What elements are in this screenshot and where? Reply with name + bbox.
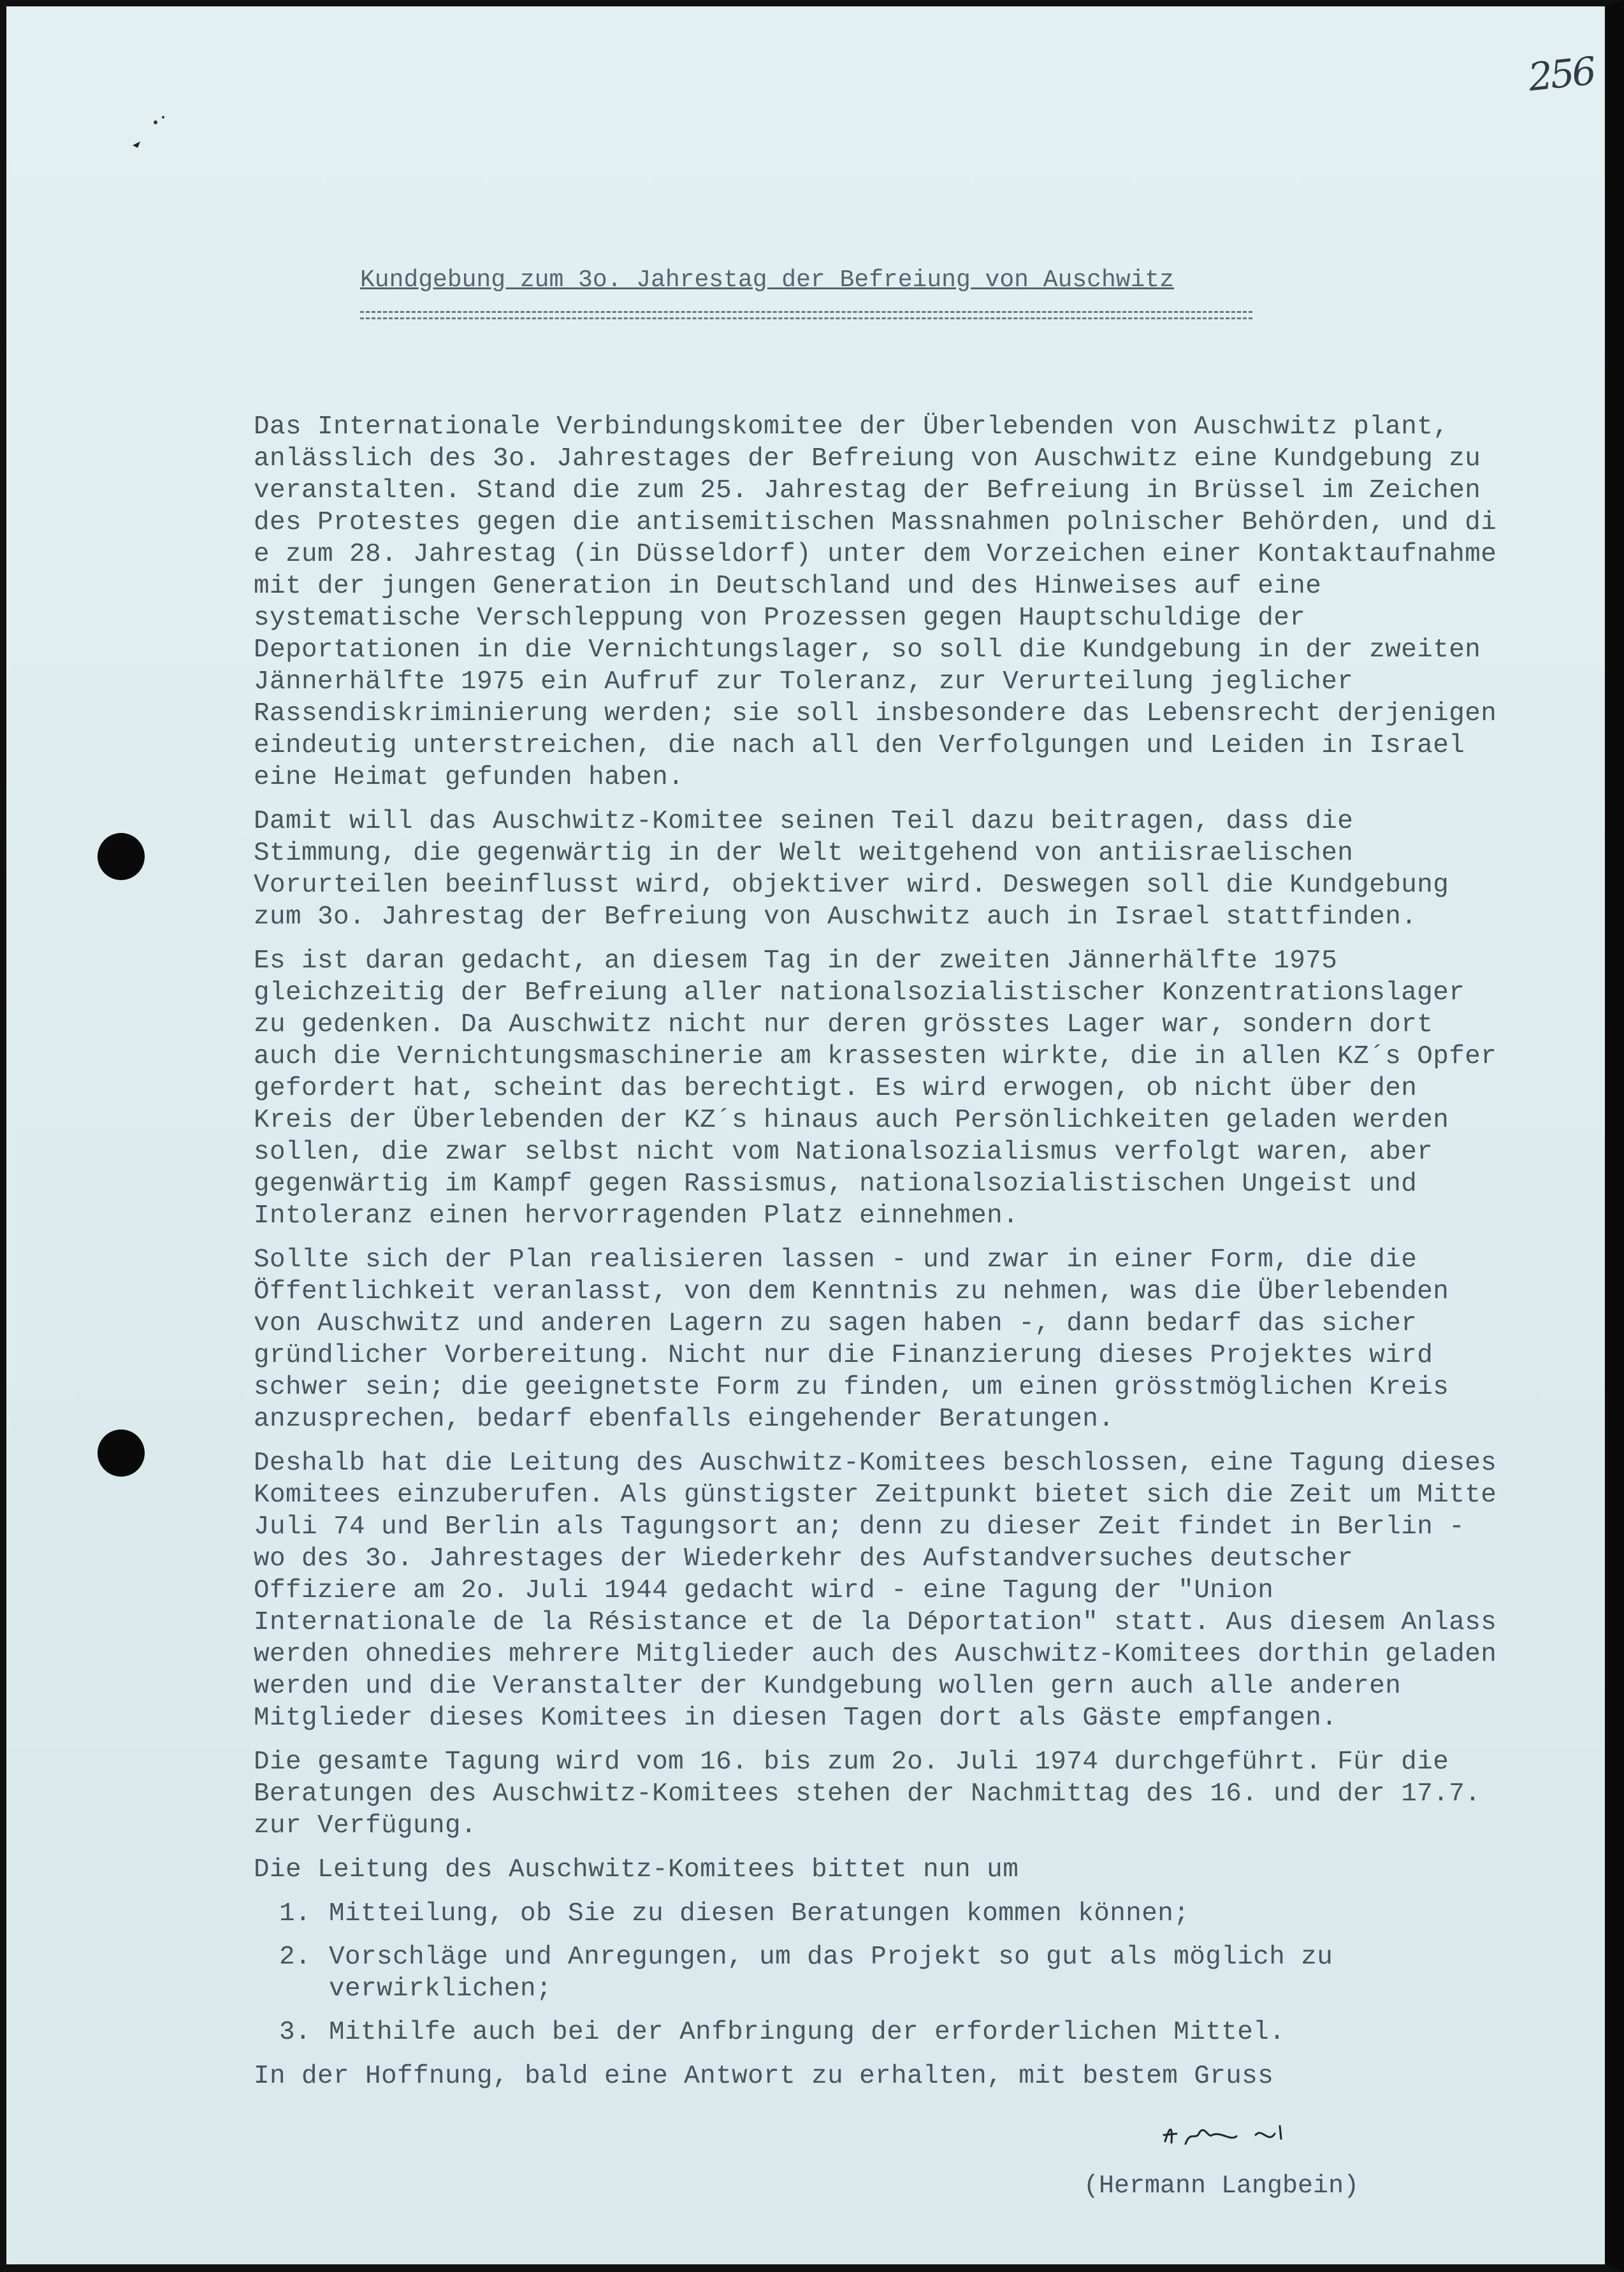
list-item [279, 1898, 1503, 1930]
list-item [279, 2016, 1503, 2048]
request-list [254, 1898, 1503, 2048]
closing-line: In der Hoffnung, bald eine Antwort zu erhalten, mit bestem Gruss [254, 2062, 1274, 2091]
handwritten-signature [1160, 2116, 1294, 2154]
paragraph-1: Das Internationale Verbindungskomitee der Überlebenden von Auschwitz plant, anlässlich des 3o. Jahrestages der Befreiung von Auschwitz eine Kundgebung zu veranstalten. Stand die zum 25. Jahrestag der Befreiung in Brüssel im Zeichen des Protestes gegen die antisemitischen Massnahmen polnischer Behörden, und di e zum 28. Jahrestag (in Düsseldorf) unter dem Vorzeichen einer Kontaktaufnahme mit der jungen Generation in Deutschland und des Hinweises auf eine systematische Verschleppung von Prozessen gegen Hauptschuldige der Deportationen in die Vernichtungslager, so soll die Kundgebung in der zweiten Jännerhälfte 1975 ein Aufruf zur Toleranz, zur Verurteilung jeglicher Rassendiskriminierung werden; sie soll insbesondere das Lebensrecht derjenigen eindeutig unterstreichen, die nach all den Verfolgungen und Leiden in Israel eine Heimat gefunden haben. [254, 412, 1497, 792]
list-item-number: 1. [279, 1899, 312, 1928]
paragraph-3: Es ist daran gedacht, an diesem Tag in der zweiten Jännerhälfte 1975 gleichzeitig der Befreiung aller nationalsozialistischer Konzentrationslager zu gedenken. Da Auschwitz nicht nur deren grösstes Lager war, sondern dort auch die Vernichtungsmaschinerie am krassesten wirkte, die in allen KZ´s Opfer gefordert hat, scheint das berechtigt. Es wird erwogen, ob nicht über den Kreis der Überlebenden der KZ´s hinaus auch Persönlichkeiten geladen werden sollen, die zwar selbst nicht vom Nationalsozialismus verfolgt waren, aber gegenwärtig im Kampf gegen Rassismus, nationalsozialistischen Ungeist und Intoleranz einen hervorragenden Platz einnehmen. [254, 946, 1497, 1231]
letter-body [254, 411, 1503, 2104]
list-item-text: Mithilfe auch bei der Anfbringung der erforderlichen Mittel. [329, 2018, 1286, 2047]
paragraph-4: Sollte sich der Plan realisieren lassen - und zwar in einer Form, die die Öffentlichkeit veranlasst, von dem Kenntnis zu nehmen, was die Überlebenden von Auschwitz und anderen Lagern zu sagen haben -, dann bedarf das sicher gründlicher Vorbereitung. Nicht nur die Finanzierung dieses Projektes wird schwer sein; die geeignetste Form zu finden, um einen grösstmöglichen Kreis anzusprechen, bedarf ebenfalls eingehender Beratungen. [254, 1245, 1449, 1434]
punch-hole-bottom [98, 1429, 145, 1477]
pencil-mark [126, 113, 177, 164]
list-item-text: Vorschläge und Anregungen, um das Projekt so gut als möglich zu verwirklichen; [329, 1943, 1333, 2004]
paragraph-6: Die gesamte Tagung wird vom 16. bis zum 2o. Juli 1974 durchgeführt. Für die Beratungen des Auschwitz-Komitees stehen der Nachmittag des 16. und der 17.7. zur Verfügung. [254, 1747, 1481, 1841]
list-item [279, 1941, 1503, 2005]
paragraph-7: Die Leitung des Auschwitz-Komitees bittet nun um [254, 1855, 1019, 1885]
title-double-rule-2 [360, 317, 1252, 319]
list-item-number: 3. [279, 2018, 312, 2047]
paragraph-2: Damit will das Auschwitz-Komitee seinen Teil dazu beitragen, dass die Stimmung, die gegenwärtig in der Welt weitgehend von antiisraelischen Vorurteilen beeinflusst wird, objektiver wird. Deswegen soll die Kundgebung zum 3o. Jahrestag der Befreiung von Auschwitz auch in Israel stattfinden. [254, 807, 1449, 932]
signer-name: (Hermann Langbein) [1084, 2172, 1359, 2201]
document-title: Kundgebung zum 3o. Jahrestag der Befreiung von Auschwitz [360, 266, 1175, 294]
handwritten-page-number: 256 [1526, 48, 1596, 101]
title-double-rule-1 [360, 311, 1252, 313]
punch-hole-top [98, 833, 145, 880]
paragraph-5: Deshalb hat die Leitung des Auschwitz-Komitees beschlossen, eine Tagung dieses Komitees einzuberufen. Als günstigster Zeitpunkt bietet sich die Zeit um Mitte Juli 74 und Berlin als Tagungsort an; denn zu dieser Zeit findet in Berlin - wo des 3o. Jahrestages der Wiederkehr des Aufstandversuches deutscher Offiziere am 2o. Juli 1944 gedacht wird - eine Tagung der "Union Internationale de la Résistance et de la Déportation" statt. Aus diesem Anlass werden ohnedies mehrere Mitglieder auch des Auschwitz-Komitees dorthin geladen werden und die Veranstalter der Kundgebung wollen gern auch alle anderen Mitglieder dieses Komitees in diesen Tagen dort als Gäste empfangen. [254, 1449, 1497, 1733]
list-item-text: Mitteilung, ob Sie zu diesen Beratungen kommen können; [329, 1899, 1190, 1928]
list-item-number: 2. [279, 1943, 312, 1972]
